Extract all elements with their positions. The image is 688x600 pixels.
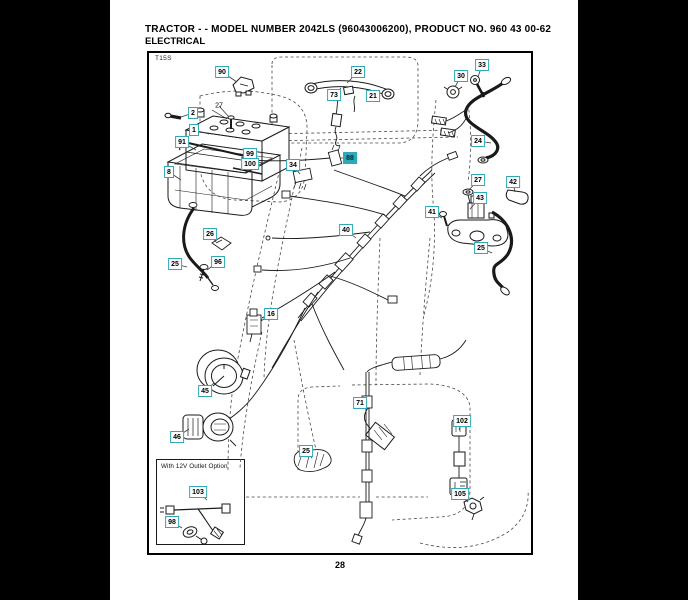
- callout-45-26: 45: [198, 385, 212, 397]
- callout-91-4: 91: [175, 136, 189, 148]
- callout-25-24: 25: [168, 258, 182, 270]
- callout-1-3: 1: [189, 124, 199, 136]
- callout-33-13: 33: [475, 59, 489, 71]
- leader-line-26: [210, 234, 216, 242]
- callout-43-18: 43: [473, 192, 487, 204]
- leader-line-98: [172, 522, 182, 528]
- leader-line-90: [222, 72, 237, 82]
- leader-line-24: [478, 141, 491, 143]
- callout-102-29: 102: [453, 415, 471, 427]
- part-105: [462, 497, 484, 520]
- chain-102: [450, 420, 467, 495]
- callout-96-23: 96: [211, 256, 225, 268]
- callout-42-17: 42: [506, 176, 520, 188]
- callout-2-1: 2: [188, 107, 198, 119]
- leader-line-73: [334, 88, 341, 95]
- callout-105-31: 105: [451, 488, 469, 500]
- inset-harness: [160, 504, 230, 544]
- callout-22-9: 22: [351, 66, 365, 78]
- ignition-parts: [432, 76, 512, 164]
- section-title: ELECTRICAL: [145, 36, 206, 47]
- callout-25-30: 25: [299, 445, 313, 457]
- leader-line-25: [481, 248, 492, 253]
- solenoid: [440, 189, 529, 297]
- page-number: 28: [334, 560, 345, 570]
- callout-98-33: 98: [165, 516, 179, 528]
- hardware-bag: [294, 450, 331, 472]
- callout-30-12: 30: [454, 70, 468, 82]
- cable-71: [352, 340, 466, 544]
- leader-line-103: [198, 492, 207, 500]
- leader-line-96: [207, 262, 218, 270]
- callout-90-0: 90: [215, 66, 229, 78]
- callout-16-25: 16: [264, 308, 278, 320]
- leader-line-25: [175, 264, 187, 267]
- callout-41-19: 41: [425, 206, 439, 218]
- callout-26-22: 26: [203, 228, 217, 240]
- callout-21-11: 21: [366, 90, 380, 102]
- leader-line-33: [478, 65, 482, 77]
- horn: [183, 413, 236, 446]
- callout-25-20: 25: [474, 242, 488, 254]
- callout-71-28: 71: [353, 397, 367, 409]
- callout-27-16: 27: [471, 174, 485, 186]
- callout-103-32: 103: [189, 486, 207, 498]
- leader-line-8: [169, 172, 181, 180]
- hour-meter: [197, 350, 250, 394]
- callout-34-8: 34: [286, 159, 300, 171]
- callout-88-15: 88: [343, 152, 357, 164]
- diagram-code-label: T15S: [155, 55, 172, 62]
- terminal-cover: [233, 77, 254, 96]
- callout-40-21: 40: [339, 224, 353, 236]
- callout-100-7: 100: [241, 158, 259, 170]
- light-harness: [305, 81, 394, 146]
- callout-99-6: 99: [243, 148, 257, 160]
- model-title: TRACTOR - - MODEL NUMBER 2042LS (96043006200), PRODUCT NO. 960 43 00-62: [145, 24, 552, 35]
- callout-24-14: 24: [471, 135, 485, 147]
- inset-title: With 12V Outlet Option: [161, 463, 228, 470]
- callout-27-2: 27: [215, 102, 223, 110]
- callout-8-5: 8: [164, 166, 174, 178]
- callout-46-27: 46: [170, 431, 184, 443]
- callout-73-10: 73: [327, 89, 341, 101]
- leader-line-30: [455, 76, 461, 87]
- leader-line-27: [469, 180, 478, 190]
- leader-line-2: [181, 113, 193, 117]
- harness-connectors: [303, 177, 425, 307]
